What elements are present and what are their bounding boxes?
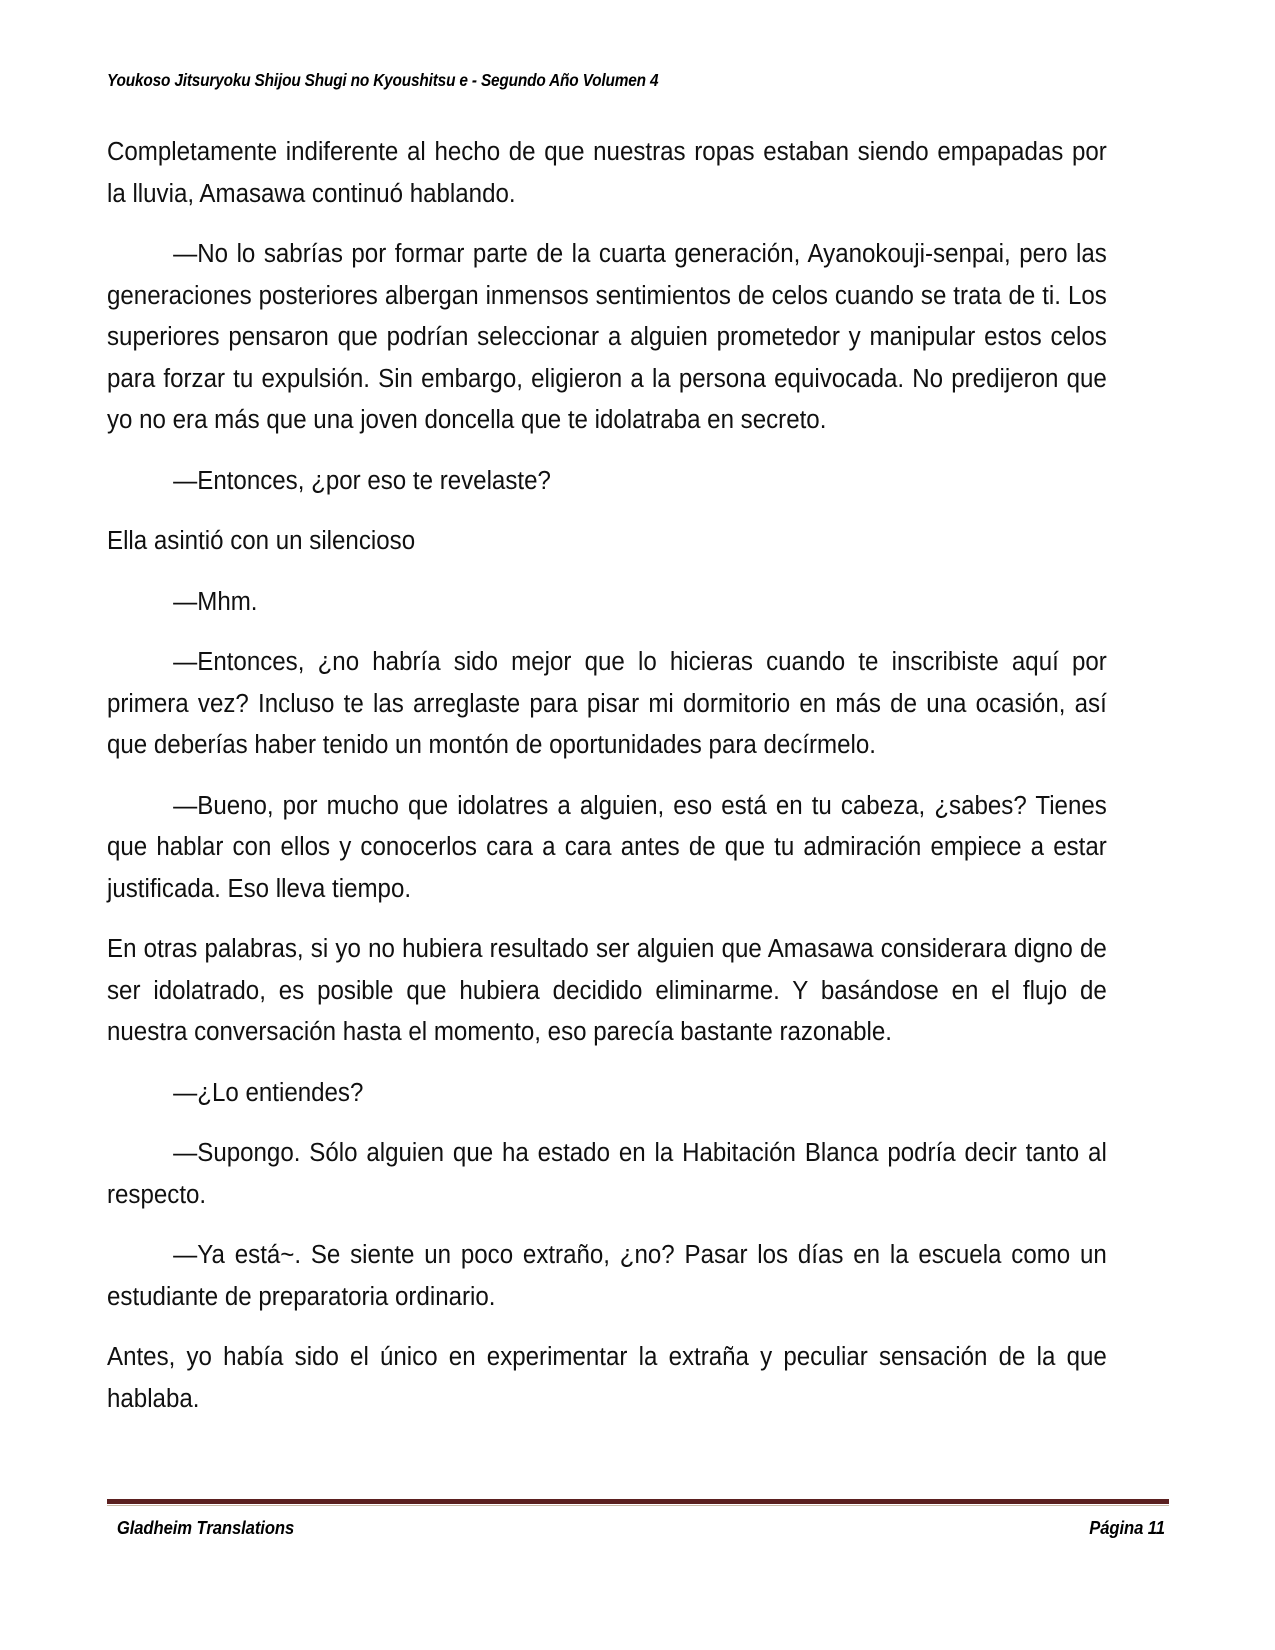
paragraph: Completamente indiferente al hecho de que nuestras ropas estaban siendo empapadas por la lluvia, Amasawa continuó hablando. bbox=[107, 138, 1107, 208]
running-header: Youkoso Jitsuryoku Shijou Shugi no Kyoushitsu e - Segundo Año Volumen 4 bbox=[107, 70, 659, 90]
paragraph: —Mhm. bbox=[173, 587, 258, 616]
paragraph: —Entonces, ¿por eso te revelaste? bbox=[173, 466, 551, 495]
paragraph: —Bueno, por mucho que idolatres a alguien, eso está en tu cabeza, ¿sabes? Tienes que hablar con ellos y conocerlos cara a cara antes de que tu admiración empiece a estar justificada. Eso lleva tiempo. bbox=[107, 791, 1107, 903]
paragraph: —Supongo. Sólo alguien que ha estado en la Habitación Blanca podría decir tanto al respecto. bbox=[107, 1139, 1107, 1209]
paragraph: —Entonces, ¿no habría sido mejor que lo hicieras cuando te inscribiste aquí por primera vez? Incluso te las arreglaste para pisar mi dormitorio en más de una ocasión, así que deberías haber tenido un montón de oportunidades para decírmelo. bbox=[107, 648, 1107, 759]
paragraph: —Ya está~. Se siente un poco extraño, ¿no? Pasar los días en la escuela como un estudiante de preparatoria ordinario. bbox=[107, 1241, 1107, 1311]
body-text-column bbox=[107, 132, 1107, 1420]
footer-translator-credit: Gladheim Translations bbox=[116, 1517, 295, 1538]
paragraph: Ella asintió con un silencioso bbox=[107, 527, 416, 555]
footer-divider-accent bbox=[107, 1505, 1169, 1506]
paragraph: En otras palabras, si yo no hubiera resultado ser alguien que Amasawa considerara digno de ser idolatrado, es posible que hubiera decidido eliminarme. Y basándose en el flujo de nuestra conversación hasta el momento, eso parecía bastante razonable. bbox=[107, 935, 1107, 1046]
paragraph: —¿Lo entiendes? bbox=[173, 1078, 364, 1107]
page-footer bbox=[107, 1517, 1169, 1539]
paragraph: —No lo sabrías por formar parte de la cuarta generación, Ayanokouji-senpai, pero las generaciones posteriores albergan inmensos sentimientos de celos cuando se trata de ti. Los superiores pensaron que podrían seleccionar a alguien prometedor y manipular estos celos para forzar tu expulsión. Sin embargo, eligieron a la persona equivocada. No predijeron que yo no era más que una joven doncella que te idolatraba en secreto. bbox=[107, 240, 1107, 434]
footer-page-number: Página 11 bbox=[1089, 1517, 1165, 1538]
footer-divider bbox=[107, 1499, 1169, 1506]
paragraph: Antes, yo había sido el único en experimentar la extraña y peculiar sensación de la que hablaba. bbox=[107, 1343, 1107, 1413]
footer-divider-bar bbox=[107, 1499, 1169, 1504]
